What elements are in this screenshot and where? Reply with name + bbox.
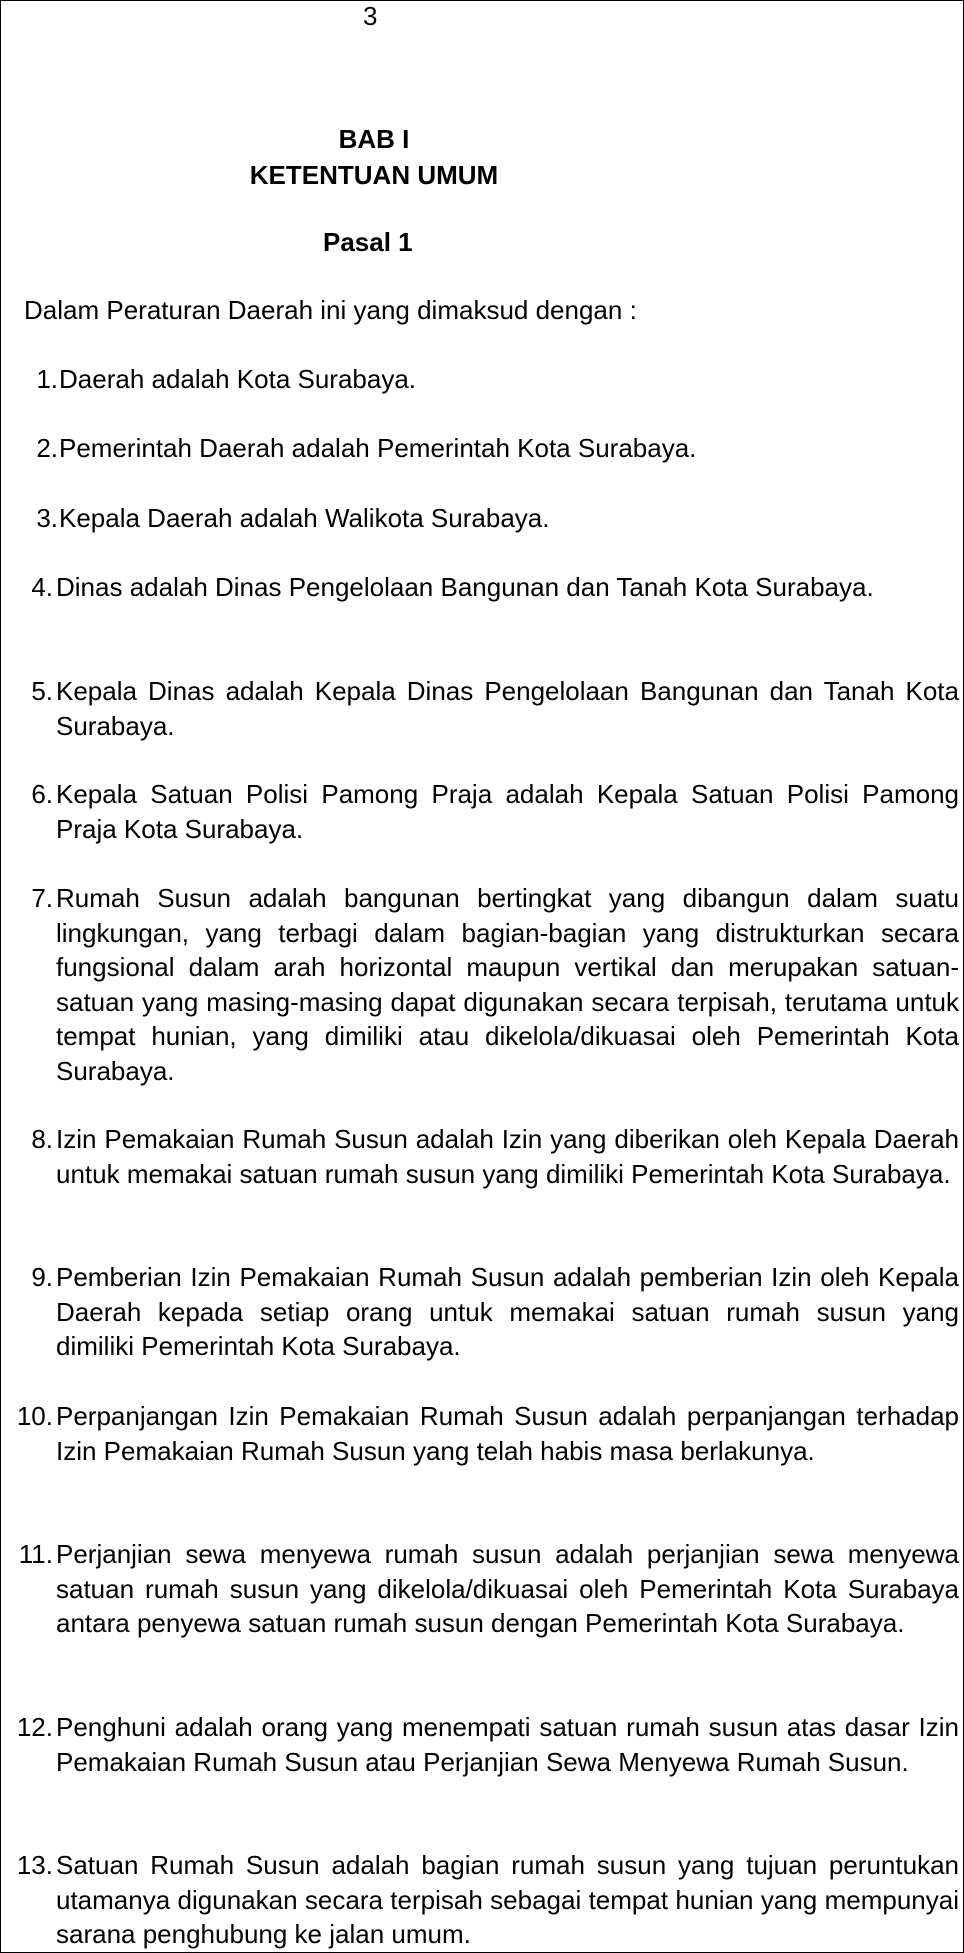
list-item-number: 4. bbox=[31, 572, 53, 602]
list-item-text: Perjanjian sewa menyewa rumah susun adalah perjanjian sewa menyewa satuan rumah susun yang dikelola/dikuasai oleh Pemerintah Kota Surabaya antara penyewa satuan rumah susun dengan Pemerintah Kota Surabaya. bbox=[56, 1539, 959, 1638]
list-item-number: 1. bbox=[36, 364, 58, 394]
list-item-number: 13. bbox=[16, 1850, 53, 1880]
list-item-text: Kepala Dinas adalah Kepala Dinas Pengelolaan Bangunan dan Tanah Kota Surabaya. bbox=[56, 676, 959, 741]
list-item-text: Satuan Rumah Susun adalah bagian rumah susun yang tujuan peruntukan utamanya digunakan secara terpisah sebagai tempat hunian yang mempunyai sarana penghubung ke jalan umum. bbox=[56, 1850, 959, 1949]
list-item-number: 2. bbox=[36, 433, 58, 463]
list-item-text: Rumah Susun adalah bangunan bertingkat yang dibangun dalam suatu lingkungan, yang terbagi dalam bagian-bagian yang distrukturkan secara fungsional dalam arah horizontal maupun vertikal dan merupakan satuan-satuan yang masing-masing dapat digunakan secara terpisah, terutama untuk tempat hunian, yang dimiliki atau dikelola/dikuasai oleh Pemerintah Kota Surabaya. bbox=[56, 883, 959, 1086]
list-item-number: 8. bbox=[31, 1124, 53, 1154]
list-item-text: Pemerintah Daerah adalah Pemerintah Kota Surabaya. bbox=[59, 433, 697, 463]
intro-sentence: Dalam Peraturan Daerah ini yang dimaksud dengan : bbox=[24, 295, 637, 325]
list-item-text: Izin Pemakaian Rumah Susun adalah Izin yang diberikan oleh Kepala Daerah untuk memakai satuan rumah susun yang dimiliki Pemerintah Kota Surabaya. bbox=[56, 1124, 959, 1189]
article-heading: Pasal 1 bbox=[323, 227, 413, 257]
list-item-number: 10. bbox=[16, 1401, 53, 1431]
list-item-number: 11. bbox=[18, 1539, 53, 1569]
list-item-text: Kepala Daerah adalah Walikota Surabaya. bbox=[59, 503, 550, 533]
list-item-text: Dinas adalah Dinas Pengelolaan Bangunan dan Tanah Kota Surabaya. bbox=[56, 572, 874, 602]
list-item-number: 12. bbox=[16, 1712, 53, 1742]
chapter-number: BAB I bbox=[338, 124, 410, 154]
page-number: 3 bbox=[363, 1, 378, 31]
list-item-number: 5. bbox=[31, 676, 53, 706]
list-item-text: Daerah adalah Kota Surabaya. bbox=[59, 364, 417, 394]
list-item-text: Kepala Satuan Polisi Pamong Praja adalah Kepala Satuan Polisi Pamong Praja Kota Surabaya. bbox=[56, 779, 959, 844]
list-item-text: Penghuni adalah orang yang menempati satuan rumah susun atas dasar Izin Pemakaian Rumah Susun atau Perjanjian Sewa Menyewa Rumah Susun. bbox=[56, 1712, 959, 1777]
list-item-number: 7. bbox=[31, 883, 53, 913]
list-item-text: Pemberian Izin Pemakaian Rumah Susun adalah pemberian Izin oleh Kepala Daerah kepada setiap orang untuk memakai satuan rumah susun yang dimiliki Pemerintah Kota Surabaya. bbox=[56, 1262, 959, 1361]
list-item-text: Perpanjangan Izin Pemakaian Rumah Susun adalah perpanjangan terhadap Izin Pemakaian Rumah Susun yang telah habis masa berlakunya. bbox=[56, 1401, 959, 1466]
list-item-number: 6. bbox=[31, 779, 53, 809]
chapter-title: KETENTUAN UMUM bbox=[249, 160, 499, 190]
chapter-heading bbox=[233, 121, 515, 193]
list-item-number: 9. bbox=[31, 1262, 53, 1292]
list-item-number: 3. bbox=[36, 503, 58, 533]
